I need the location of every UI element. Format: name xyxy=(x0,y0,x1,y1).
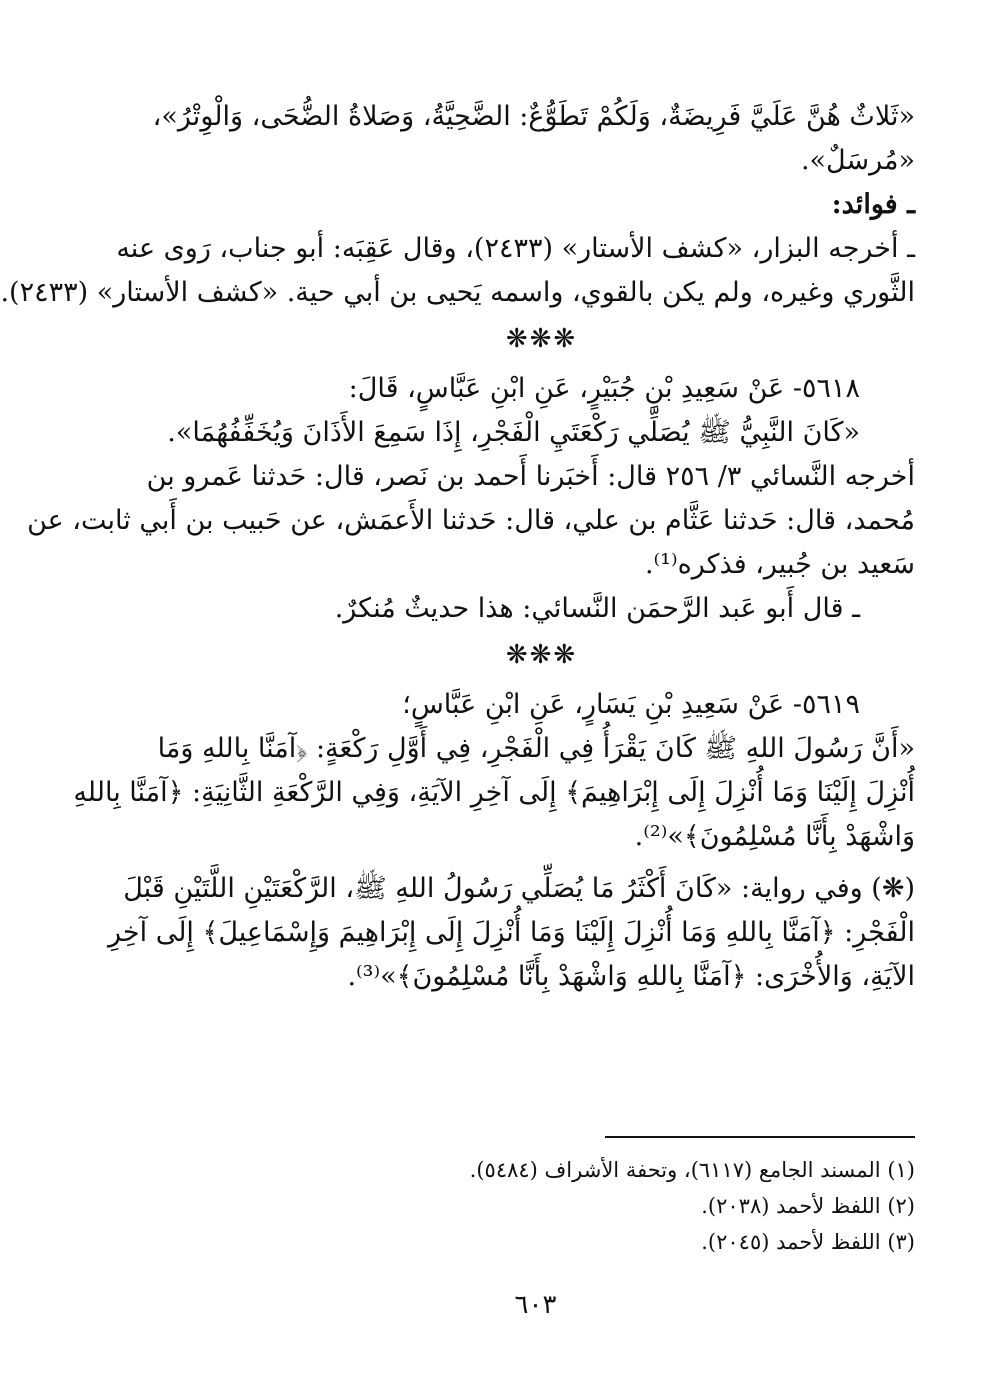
section-separator: ❋❋❋ xyxy=(505,640,578,670)
hadith-5619-riwaya-line-2: الْفَجْرِ: ﴿آمَنَّا بِاللهِ وَمَا أُنْزِلَ إِلَيْنَا وَمَا أُنْزِلَ إِلَى إِبْرَاهِيمَ وَإِسْمَاعِيلَ﴾ إِلَى آخِرِ xyxy=(108,917,915,948)
hadith-prev-line-2: «مُرسَلٌ». xyxy=(800,145,915,176)
hadith-5619-matn-line-1: «أَنَّ رَسُولَ اللهِ ﷺ كَانَ يَقْرَأُ فِي الْفَجْرِ، فِي أَوَّلِ رَكْعَةٍ: ﴿آمَنَّا بِاللهِ وَمَا xyxy=(157,733,915,764)
footnote-3: (٣) اللفظ لأحمد (٢٠٤٥). xyxy=(701,1230,915,1254)
hadith-5619-isnad: ٥٦١٩- عَنْ سَعِيدِ بْنِ يَسَارٍ، عَنِ ابْنِ عَبَّاسٍ؛ xyxy=(402,689,860,720)
hadith-5619-matn-line-2: أُنْزِلَ إِلَيْنَا وَمَا أُنْزِلَ إِلَى إِبْرَاهِيمَ﴾ إِلَى آخِرِ الآيَةِ، وَفِي الرَّكْعَةِ الثَّانِيَةِ: ﴿آمَنَّا بِاللهِ xyxy=(73,777,915,808)
hadith-5618-takhrij-line-2: مُحمد، قال: حَدثنا عَثَّام بن علي، قال: حَدثنا الأَعمَش، عن حَبيب بن أَبي ثابت، عن xyxy=(27,505,915,536)
footnote-1: (١) المسند الجامع (٦١١٧)، وتحفة الأشراف (٥٤٨٤). xyxy=(469,1158,915,1182)
fawaid-line-1: ـ أخرجه البزار، «كشف الأستار» (٢٤٣٣)، وقال عَقِبَه: أبو جناب، رَوى عنه xyxy=(116,233,915,264)
hadith-5618-isnad: ٥٦١٨- عَنْ سَعِيدِ بْنِ جُبَيْرٍ، عَنِ ابْنِ عَبَّاسٍ، قَالَ: xyxy=(348,373,860,404)
hadith-5619-matn-line-3: وَاشْهَدْ بِأَنَّا مُسْلِمُونَ﴾»⁽²⁾. xyxy=(634,821,915,852)
footnote-2: (٢) اللفظ لأحمد (٢٠٣٨). xyxy=(701,1194,915,1218)
hadith-5618-takhrij-line-1: أخرجه النَّسائي ٣/ ٢٥٦ قال: أَخبَرنا أَحمد بن نَصر، قال: حَدثنا عَمرو بن xyxy=(146,461,915,492)
hadith-5619-riwaya-line-1: (❋) وفي رواية: «كَانَ أَكْثَرُ مَا يُصَلِّي رَسُولُ اللهِ ﷺ، الرَّكْعَتَيْنِ اللَّتَيْنِ قَبْلَ xyxy=(123,873,915,904)
page-body xyxy=(0,95,915,999)
footnote-divider xyxy=(605,1136,915,1138)
hadith-5619-riwaya-line-3: الآيَةِ، وَالأُخْرَى: ﴿آمَنَّا بِاللهِ وَاشْهَدْ بِأَنَّا مُسْلِمُونَ﴾»⁽³⁾. xyxy=(347,961,915,992)
hadith-5618-nasai-comment: ـ قال أَبو عَبد الرَّحمَن النَّسائي: هذا حديثٌ مُنكرٌ. xyxy=(334,593,860,624)
fawaid-heading: ـ فوائد: xyxy=(831,189,915,220)
fawaid-line-2: الثَّوري وغيره، ولم يكن بالقوي، واسمه يَحيى بن أبي حية. «كشف الأستار» (٢٤٣٣). xyxy=(0,277,915,308)
section-separator: ❋❋❋ xyxy=(505,324,578,354)
hadith-prev-line-1: «ثَلاثٌ هُنَّ عَلَيَّ فَرِيضَةٌ، وَلَكُمْ تَطَوُّعٌ: الضَّحِيَّةُ، وَصَلاةُ الضُّحَى، وَالْوِتْرُ»، xyxy=(152,101,915,132)
hadith-5618-takhrij-line-3: سَعيد بن جُبير، فذكره⁽¹⁾. xyxy=(644,549,915,580)
footnotes xyxy=(168,1152,915,1260)
hadith-5618-matn: «كَانَ النَّبِيُّ ﷺ يُصَلِّي رَكْعَتَيِ الْفَجْرِ، إِذَا سَمِعَ الأَذَانَ وَيُخَفِّفُهُمَا». xyxy=(167,417,860,448)
page-number: ٦٠٣ xyxy=(514,1290,557,1320)
